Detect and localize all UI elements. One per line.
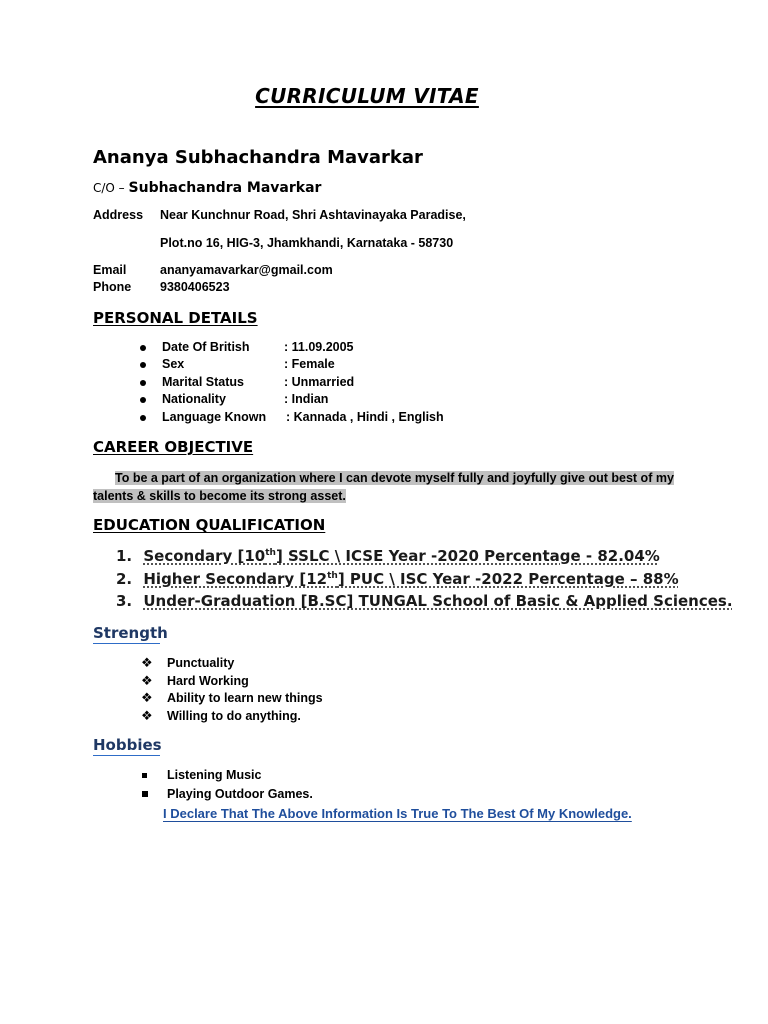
declaration-text: I Declare That The Above Information Is True To The Best Of My Knowledge. <box>163 806 632 821</box>
detail-value: : Unmarried <box>284 375 355 389</box>
education-number: 3. <box>116 592 133 610</box>
career-objective-text <box>93 469 678 505</box>
strength-label: Ability to learn new things <box>167 691 323 705</box>
list-item <box>141 673 249 688</box>
diamond-bullet-icon: ❖ <box>141 655 153 670</box>
detail-label: Marital Status <box>162 375 244 389</box>
list-item <box>141 690 323 705</box>
education-item <box>116 547 660 565</box>
career-objective-heading: CAREER OBJECTIVE <box>93 438 254 456</box>
education-text: Higher Secondary [12th] PUC \ ISC Year -2022 Percentage – 88% <box>143 570 679 588</box>
diamond-bullet-icon: ❖ <box>141 708 153 723</box>
email-value: ananyamavarkar@gmail.com <box>160 263 333 277</box>
detail-label: Date Of British <box>162 340 250 354</box>
list-item <box>141 708 301 723</box>
bullet-icon <box>140 397 146 403</box>
education-number: 1. <box>116 547 133 565</box>
education-item <box>116 570 679 588</box>
detail-value: : Kannada , Hindi , English <box>286 410 444 424</box>
strength-label: Willing to do anything. <box>167 709 301 723</box>
hobby-label: Playing Outdoor Games. <box>167 787 313 801</box>
hobbies-heading: Hobbies <box>93 736 162 754</box>
education-item <box>116 592 733 610</box>
list-item <box>141 655 235 670</box>
candidate-name: Ananya Subhachandra Mavarkar <box>93 147 423 168</box>
bullet-icon <box>140 345 146 351</box>
education-number: 2. <box>116 570 133 588</box>
education-text: Under-Graduation [B.SC] TUNGAL School of Basic & Applied Sciences. <box>143 592 733 610</box>
address-label: Address <box>93 208 144 222</box>
document-title: CURRICULUM VITAE <box>255 84 479 108</box>
bullet-icon <box>140 380 146 386</box>
strength-label: Punctuality <box>167 656 235 670</box>
phone-value: 9380406523 <box>160 280 230 294</box>
bullet-icon <box>140 362 146 368</box>
personal-details-heading: PERSONAL DETAILS <box>93 309 258 327</box>
detail-label: Language Known <box>162 410 267 424</box>
strength-label: Hard Working <box>167 674 249 688</box>
education-heading: EDUCATION QUALIFICATION <box>93 516 326 534</box>
email-label: Email <box>93 263 127 277</box>
detail-value: : 11.09.2005 <box>284 340 354 354</box>
bullet-icon <box>140 415 146 421</box>
care-of-prefix: C/O – <box>93 181 125 195</box>
care-of-name: Subhachandra Mavarkar <box>128 180 322 196</box>
address-line-1: Near Kunchnur Road, Shri Ashtavinayaka Paradise, <box>160 208 466 222</box>
detail-value: : Female <box>284 357 335 371</box>
address-line-2: Plot.no 16, HIG-3, Jhamkhandi, Karnataka - 58730 <box>160 236 454 250</box>
diamond-bullet-icon: ❖ <box>141 673 153 688</box>
phone-label: Phone <box>93 280 132 294</box>
detail-label: Sex <box>162 357 185 371</box>
square-bullet-icon <box>142 773 147 778</box>
detail-label: Nationality <box>162 392 226 406</box>
hobby-label: Listening Music <box>167 768 262 782</box>
detail-value: : Indian <box>284 392 329 406</box>
care-of-line <box>93 180 321 196</box>
diamond-bullet-icon: ❖ <box>141 690 153 705</box>
strength-heading: Strength <box>93 624 168 642</box>
square-bullet-icon <box>142 791 148 797</box>
career-objective-highlight: To be a part of an organization where I can devote myself fully and joyfully give out best of my talents & skills to become its strong asset. <box>93 471 674 503</box>
education-text: Secondary [10th] SSLC \ ICSE Year -2020 Percentage - 82.04% <box>143 547 660 565</box>
